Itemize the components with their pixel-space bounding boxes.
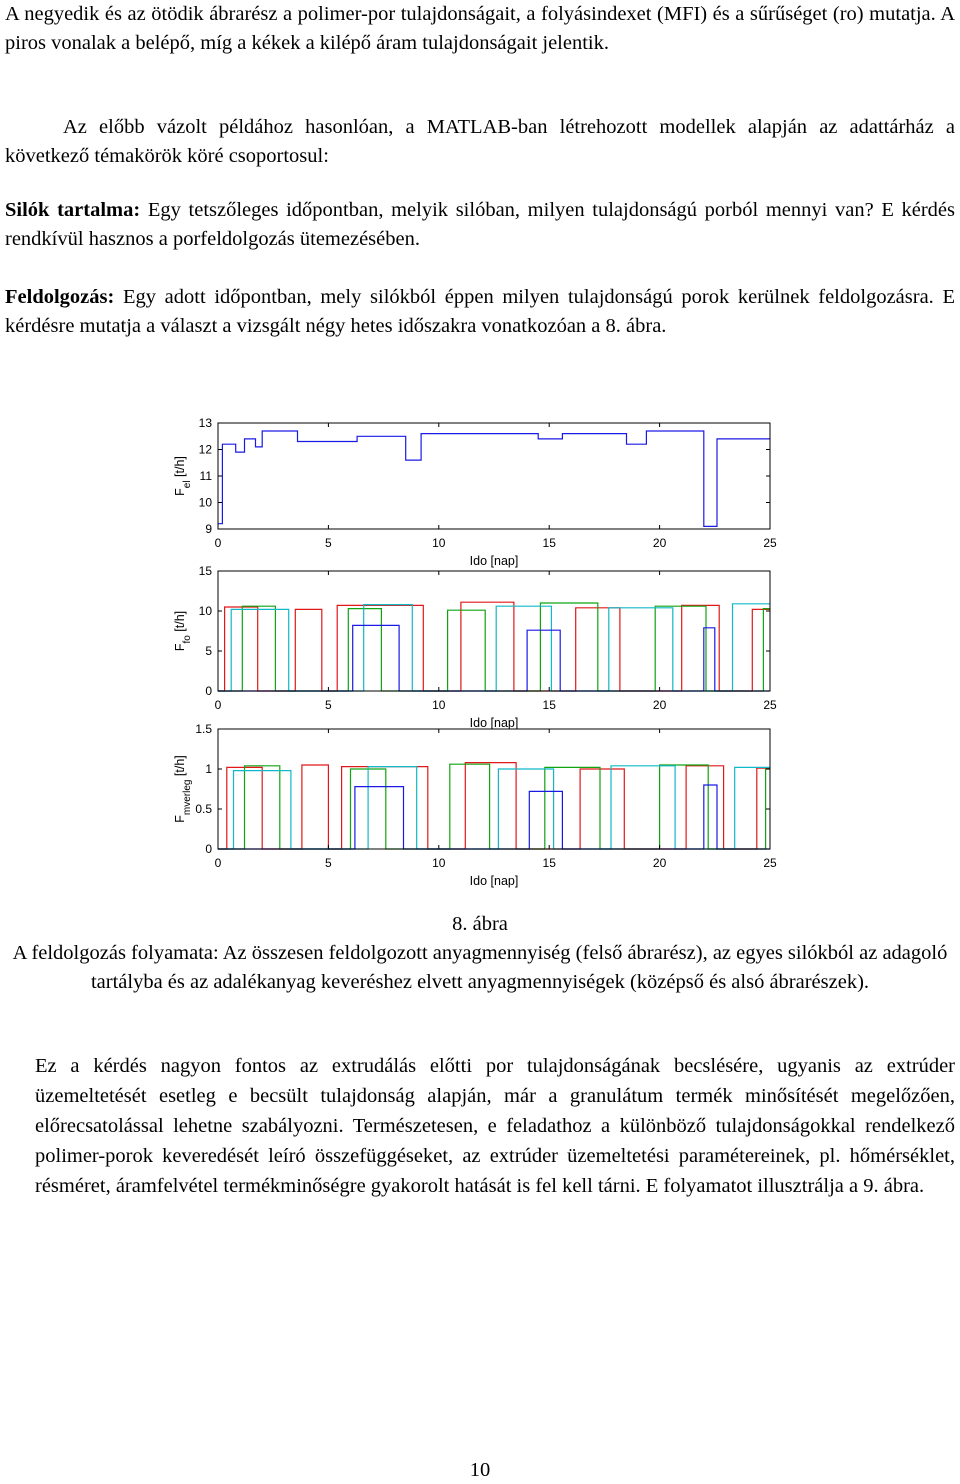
plot-1-ytick-label: 9 bbox=[205, 522, 212, 536]
paragraph-4-label: Feldolgozás: bbox=[5, 286, 115, 308]
plot-1-xtick-label: 10 bbox=[432, 536, 446, 550]
plot-2-ylabel: $F_{fo}$ [t/h] bbox=[173, 610, 193, 652]
plot-3-series-4-line bbox=[218, 785, 770, 849]
plot-3-ytick-label: 0.5 bbox=[195, 802, 212, 816]
paragraph-3-text: Egy tetszőleges időpontban, melyik silóban, milyen tulajdonságú porból mennyi van? E kérdés rendkívül hasznos a porfeldolgozás ütemezésében. bbox=[5, 199, 955, 250]
plot-2-ytick-label: 0 bbox=[205, 684, 212, 698]
plot-3-series-1-line bbox=[218, 763, 770, 849]
plot-1-ytick-label: 12 bbox=[198, 442, 212, 457]
plot-3-ytick-label: 0 bbox=[205, 842, 212, 856]
plot-1-xtick-label: 15 bbox=[542, 536, 556, 550]
paragraph-2: Az előbb vázolt példához hasonlóan, a MATLAB-ban létrehozott modellek alapján az adattárház a következő témakörök köré csoportosul: bbox=[5, 116, 955, 167]
plot-3-ylabel: $F_{mverleg}$ [t/h] bbox=[173, 755, 193, 823]
plot-2-xlabel: Ido [nap] bbox=[469, 716, 519, 730]
figure-8-plots bbox=[160, 405, 800, 895]
plot-1-xtick-label: 20 bbox=[652, 536, 667, 550]
paragraph-5: Ez a kérdés nagyon fontos az extrudálás előtti por tulajdonságának becslésére, ugyanis az extrúder üzemeltetését esetleg e becsült tulajdonság alapján, már a granulátum termék minősítését megelőzően, előrecsatolással lehetne szabályozni. Természetesen, e feladathoz a különböző tulajdonságokkal rendelkező polimer-porok keveredését leíró összefüggéseket, az extrúder üzemeltetési paramétereinek, pl. hőmérséklet, résméret, áramfelvétel termékminőségre gyakorolt hatását is fel kell tárni. E folyamatot illusztrálja a 9. ábra. bbox=[35, 1055, 955, 1197]
figure-caption: A feldolgozás folyamata: Az összesen feldolgozott anyagmennyiség (felső ábrarész), az egyes silókból az adagoló tartályba és az adalékanyag keveréshez elvett anyagmennyiségek (középső és alsó ábrarészek). bbox=[12, 942, 948, 993]
plot-2-xtick-label: 5 bbox=[325, 698, 332, 712]
plot-3-xtick-label: 5 bbox=[325, 856, 332, 870]
page-number: 10 bbox=[469, 1459, 491, 1481]
plot-1-series-1-line bbox=[218, 431, 770, 526]
plot-1-ylabel: $F_{el}$ [t/h] bbox=[173, 456, 193, 496]
plot-3-series-3-line bbox=[218, 766, 770, 849]
plot-3-frame bbox=[218, 729, 770, 849]
plot-1-ytick-label: 11 bbox=[199, 469, 212, 483]
plot-2-series-4-line bbox=[218, 625, 770, 691]
plot-2-series-2-line bbox=[218, 603, 770, 691]
plot-2-xtick-label: 20 bbox=[652, 698, 667, 712]
paragraph-3-label: Silók tartalma: bbox=[5, 199, 141, 221]
plot-1-xlabel: Ido [nap] bbox=[469, 554, 519, 568]
plot-2-xtick-label: 0 bbox=[214, 698, 222, 712]
paragraph-1: A negyedik és az ötödik ábrarész a polimer-por tulajdonságait, a folyásindexet (MFI) és a sűrűséget (ro) mutatja. A piros vonalak a belépő, míg a kékek a kilépő áram tulajdonságait jelentik. bbox=[5, 3, 955, 54]
plot-1-xtick-label: 0 bbox=[214, 536, 222, 550]
plot-3-xlabel: Ido [nap] bbox=[469, 874, 519, 888]
plot-2-ytick-label: 5 bbox=[205, 644, 212, 658]
plot-3-ytick-label: 1 bbox=[205, 762, 212, 776]
plot-2-frame bbox=[218, 571, 770, 691]
plot-1-xtick-label: 25 bbox=[763, 536, 777, 550]
plot-3-xtick-label: 15 bbox=[542, 856, 556, 870]
plot-1-ytick-label: 10 bbox=[198, 495, 212, 510]
plot-2-xtick-label: 10 bbox=[432, 698, 446, 712]
plot-1-frame bbox=[218, 423, 770, 529]
paragraph-4-text: Egy adott időpontban, mely silókból éppen milyen tulajdonságú porok kerülnek feldolgozásra. E kérdésre mutatja a választ a vizsgált négy hetes időszakra vonatkozóan a 8. ábra. bbox=[5, 286, 955, 337]
plot-2-series-1-line bbox=[218, 602, 770, 691]
plot-2-xtick-label: 15 bbox=[542, 698, 556, 712]
plot-1-xtick-label: 5 bbox=[325, 536, 332, 550]
plot-3-series-2-line bbox=[218, 764, 770, 849]
plot-1-ytick-label: 13 bbox=[198, 416, 212, 430]
plot-2-xtick-label: 25 bbox=[763, 698, 777, 712]
plot-3-ytick-label: 1.5 bbox=[195, 722, 212, 736]
plot-3-xtick-label: 25 bbox=[763, 856, 777, 870]
figure-number: 8. ábra bbox=[452, 913, 508, 935]
plot-3-xtick-label: 0 bbox=[214, 856, 222, 870]
plot-2-ytick-label: 15 bbox=[198, 564, 212, 578]
paragraph-4 bbox=[5, 283, 955, 341]
plot-2-series-3-line bbox=[218, 604, 770, 691]
figure-8 bbox=[160, 405, 800, 895]
plot-2-ytick-label: 10 bbox=[198, 604, 212, 618]
plot-3-xtick-label: 20 bbox=[652, 856, 667, 870]
plot-3-xtick-label: 10 bbox=[432, 856, 446, 870]
paragraph-3 bbox=[5, 196, 955, 254]
